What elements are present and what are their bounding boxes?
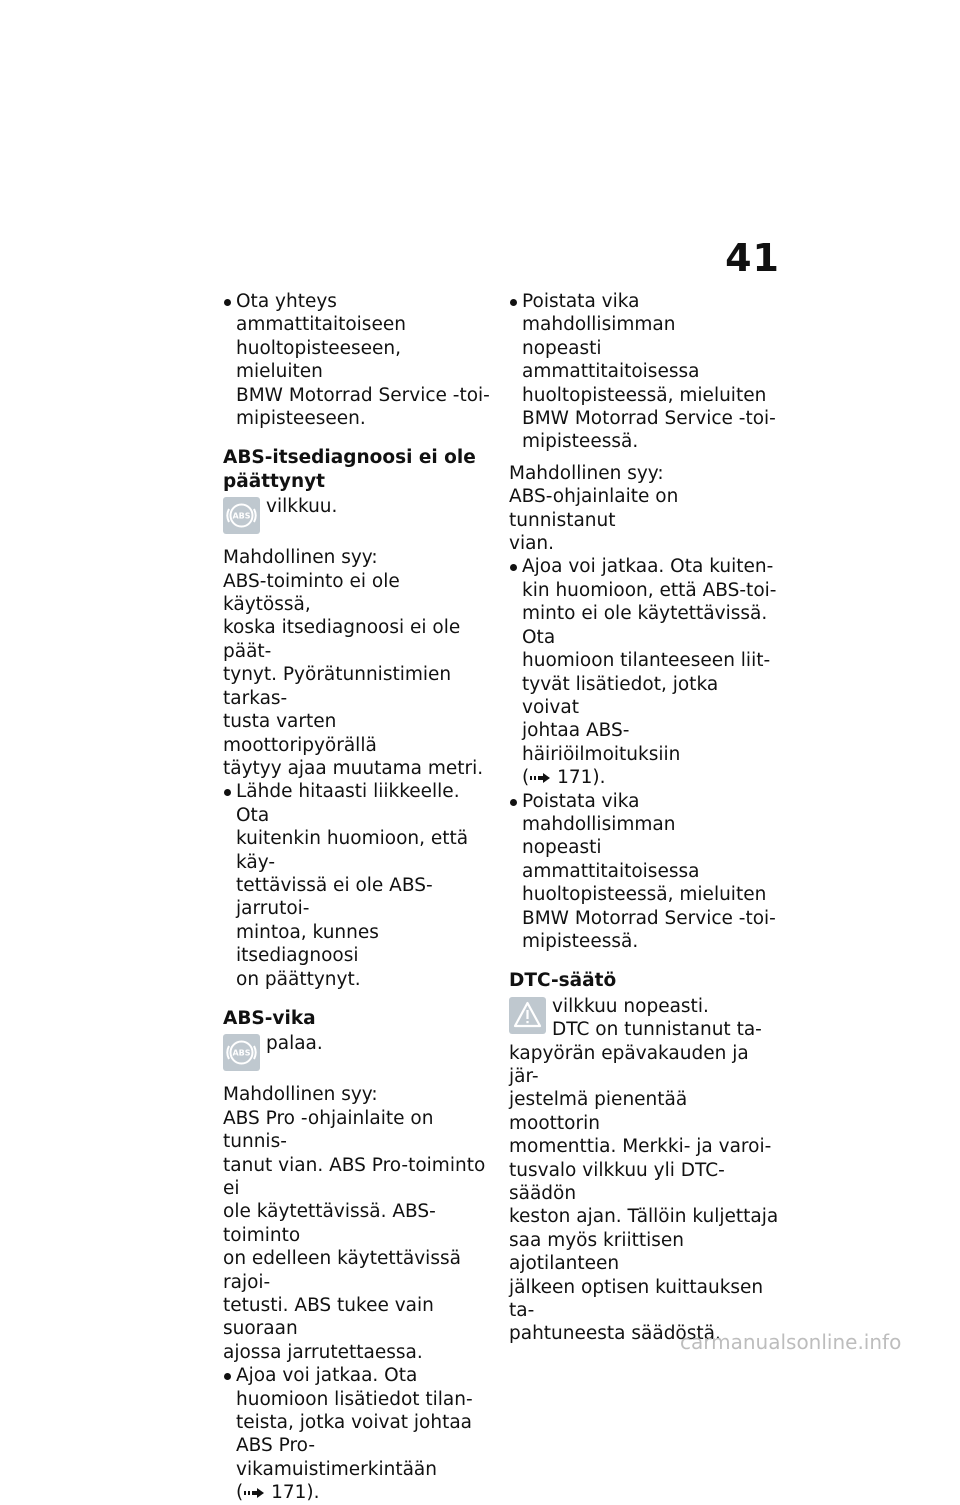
- text-line: pahtuneesta säädöstä.: [509, 1323, 721, 1345]
- text-line: huomioon tilanteeseen liit-: [522, 650, 771, 672]
- status-text: palaa.: [266, 1033, 323, 1055]
- abs-warning-icon: [223, 1034, 260, 1071]
- text-line: tusvalo vilkkuu yli DTC-säädön: [509, 1159, 725, 1205]
- cause-paragraph: [509, 462, 779, 556]
- list-item: [223, 1364, 493, 1504]
- page-reference[interactable]: ( 171).: [236, 1482, 320, 1504]
- list-item: [509, 555, 779, 789]
- text-line: tanut vian. ABS Pro-toiminto ei: [223, 1154, 486, 1199]
- text-line: mintoa, kunnes itsediagnoosi: [236, 921, 379, 967]
- text-line: koska itsediagnoosi ei ole päät-: [223, 617, 461, 662]
- status-text: [552, 995, 762, 1042]
- text-line: nopeasti ammattitaitoisessa: [522, 837, 700, 882]
- text-line: Ota yhteys ammattitaitoiseen: [236, 291, 406, 336]
- page-reference[interactable]: ( 171).: [522, 767, 606, 789]
- text-line: vian.: [509, 533, 555, 555]
- text-line: vilkkuu nopeasti.: [552, 995, 709, 1017]
- status-text: vilkkuu.: [266, 496, 338, 518]
- section-heading-abs-fault: ABS-vika: [223, 1007, 316, 1029]
- text-line: minto ei ole käytettävissä. Ota: [522, 603, 768, 648]
- text-line: BMW Motorrad Service -toi-: [236, 384, 490, 406]
- list-item: [509, 790, 779, 954]
- list-item: [223, 780, 493, 991]
- text-line: huoltopisteessä, mieluiten: [522, 384, 767, 406]
- text-line: keston ajan. Tällöin kuljettaja: [509, 1206, 779, 1228]
- status-line: [223, 495, 493, 534]
- watermark: carmanualsonline.info: [680, 1330, 902, 1354]
- status-line: [223, 1032, 493, 1071]
- abs-warning-icon: [223, 497, 260, 534]
- text-line: tettävissä ei ole ABS-jarrutoi-: [236, 874, 433, 920]
- list-item: [223, 290, 493, 430]
- section-heading-abs-self-diagnosis: [223, 446, 493, 493]
- text-line: ABS-toiminto ei ole käytössä,: [223, 570, 400, 616]
- page-number: 41: [725, 236, 780, 280]
- section-heading-dtc: DTC-säätö: [509, 970, 617, 992]
- text-line: Ajoa voi jatkaa. Ota: [236, 1365, 418, 1387]
- text-line: Poistata vika mahdollisimman: [522, 291, 676, 336]
- text-line: tetusti. ABS tukee vain suoraan: [223, 1295, 434, 1340]
- text-line: mipisteessä.: [522, 930, 639, 952]
- text-line: jälkeen optisen kuittauksen ta-: [509, 1276, 764, 1322]
- right-column: [509, 290, 779, 1346]
- cause-paragraph: [223, 1083, 493, 1364]
- text-line: Lähde hitaasti liikkeelle. Ota: [236, 781, 460, 826]
- text-line: DTC on tunnistanut ta-: [552, 1019, 762, 1041]
- text-line: kuitenkin huomioon, että käy-: [236, 828, 469, 873]
- text-line: ABS Pro -ohjainlaite on tunnis-: [223, 1107, 434, 1153]
- text-line: ole käytettävissä. ABS-toiminto: [223, 1201, 436, 1246]
- abs-icon-label: ABS: [232, 1048, 251, 1058]
- text-line: mipisteeseen.: [236, 408, 366, 430]
- text-line: momenttia. Merkki- ja varoi-: [509, 1136, 772, 1158]
- text-line: huomioon lisätiedot tilan-: [236, 1388, 473, 1410]
- abs-icon-label: ABS: [232, 511, 251, 521]
- text-line: on edelleen käytettävissä rajoi-: [223, 1248, 461, 1293]
- text-line: Ajoa voi jatkaa. Ota kuiten-: [522, 556, 774, 578]
- reference-page: 171).: [557, 767, 606, 789]
- text-line: nopeasti ammattitaitoisessa: [522, 337, 700, 383]
- text-line: Mahdollinen syy:: [223, 1084, 378, 1106]
- dtc-paragraph: [509, 1042, 779, 1346]
- text-line: Mahdollinen syy:: [509, 462, 664, 484]
- text-line: johtaa ABS-häiriöilmoituksiin: [522, 720, 681, 765]
- dtc-warning-triangle-icon: [509, 997, 546, 1034]
- text-line: on päättynyt.: [236, 968, 361, 990]
- heading-line: ABS-itsediagnoosi ei ole: [223, 447, 476, 469]
- page-reference-arrow-icon: [529, 772, 551, 784]
- page-reference-arrow-icon: [243, 1487, 265, 1499]
- text-line: BMW Motorrad Service -toi-: [522, 408, 776, 430]
- text-line: jestelmä pienentää moottorin: [509, 1089, 688, 1134]
- text-line: kapyörän epävakauden ja jär-: [509, 1042, 749, 1087]
- text-line: kin huomioon, että ABS-toi-: [522, 579, 777, 601]
- text-line: tynyt. Pyörätunnistimien tarkas-: [223, 664, 452, 709]
- text-line: tyvät lisätiedot, jotka voivat: [522, 673, 719, 718]
- text-line: teista, jotka voivat johtaa: [236, 1412, 473, 1434]
- text-line: Mahdollinen syy:: [223, 547, 378, 569]
- status-line: [509, 995, 779, 1042]
- heading-line: päättynyt: [223, 470, 326, 492]
- text-line: ABS-ohjainlaite on tunnistanut: [509, 486, 679, 531]
- text-line: Poistata vika mahdollisimman: [522, 790, 676, 835]
- text-line: ABS Pro-vikamuistimerkintään: [236, 1435, 437, 1480]
- left-column: [223, 290, 493, 1505]
- text-line: huoltopisteessä, mieluiten: [522, 884, 767, 906]
- text-line: täytyy ajaa muutama metri.: [223, 757, 484, 779]
- text-line: saa myös kriittisen ajotilanteen: [509, 1229, 684, 1275]
- text-line: BMW Motorrad Service -toi-: [522, 907, 776, 929]
- text-line: tusta varten moottoripyörällä: [223, 711, 377, 756]
- text-line: ajossa jarrutettaessa.: [223, 1341, 423, 1363]
- cause-paragraph: [223, 546, 493, 780]
- list-item: [509, 290, 779, 454]
- text-line: mipisteessä.: [522, 431, 639, 453]
- text-line: huoltopisteeseen, mieluiten: [236, 337, 402, 383]
- reference-page: 171).: [271, 1482, 320, 1504]
